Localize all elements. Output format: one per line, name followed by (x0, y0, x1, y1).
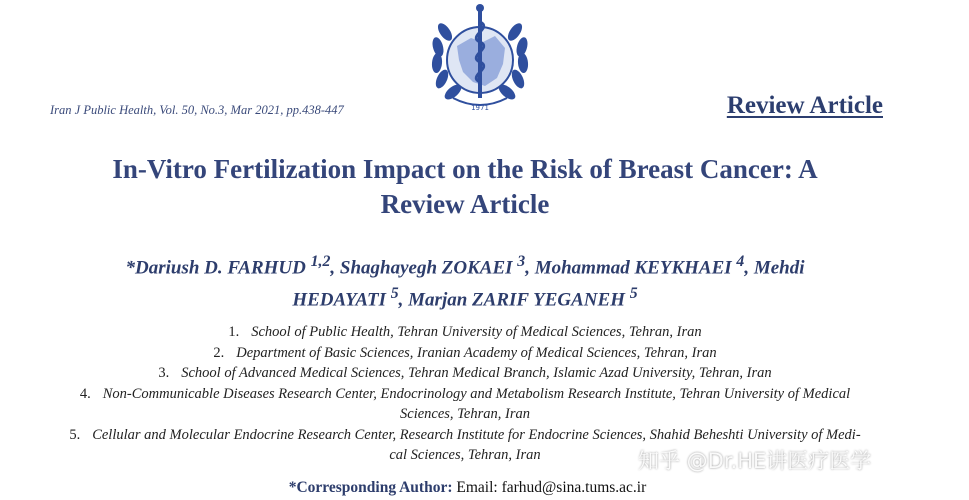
title-line: In-Vitro Fertilization Impact on the Risk of Breast Cancer: A (112, 154, 818, 184)
corresponding-label: *Corresponding Author: (288, 479, 453, 496)
watermark: 知乎 @Dr.HE讲医疗医学 (638, 449, 872, 473)
journal-logo (423, 2, 537, 116)
title-line: Review Article (380, 189, 550, 219)
emblem-icon (423, 2, 537, 116)
affiliation-item: 5. Cellular and Molecular Endocrine Research Center, Research Institute for Endocrine Sciences, Shahid Beheshti University of Medi- (69, 426, 861, 443)
affiliation-item-continued: Sciences, Tehran, Iran (400, 406, 530, 422)
corresponding-author (0, 479, 935, 497)
article-title (40, 152, 890, 222)
corresponding-email: Email: farhud@sina.tums.ac.ir (456, 479, 647, 496)
author-list (40, 249, 890, 314)
article-type-heading: Review Article (726, 92, 883, 119)
affiliation-item: 4. Non-Communicable Diseases Research Center, Endocrinology and Metabolism Research Institute, Tehran University of Medical (79, 385, 851, 402)
logo-year: 1971 (471, 104, 489, 112)
affiliation-item: 2. Department of Basic Sciences, Iranian Academy of Medical Sciences, Tehran, Iran (213, 344, 717, 361)
affiliation-list (40, 322, 890, 466)
author-line: HEDAYATI $^5$, Marjan ZARIF YEGANEH $^5$ (292, 285, 638, 311)
author-line: *Dariush D. FARHUD $^{1,2}$, Shaghayegh ZOKAEI $^3$, Mohammad KEYKHAEI $^4$, Mehdi (125, 253, 805, 279)
affiliation-item: 3. School of Advanced Medical Sciences, Tehran Medical Branch, Islamic Azad University, Tehran, Iran (158, 365, 772, 381)
affiliation-item: 1. School of Public Health, Tehran University of Medical Sciences, Tehran, Iran (228, 324, 702, 340)
journal-citation: Iran J Public Health, Vol. 50, No.3, Mar 2021, pp.438-447 (50, 103, 344, 117)
affiliation-item-continued: cal Sciences, Tehran, Iran (389, 447, 541, 463)
